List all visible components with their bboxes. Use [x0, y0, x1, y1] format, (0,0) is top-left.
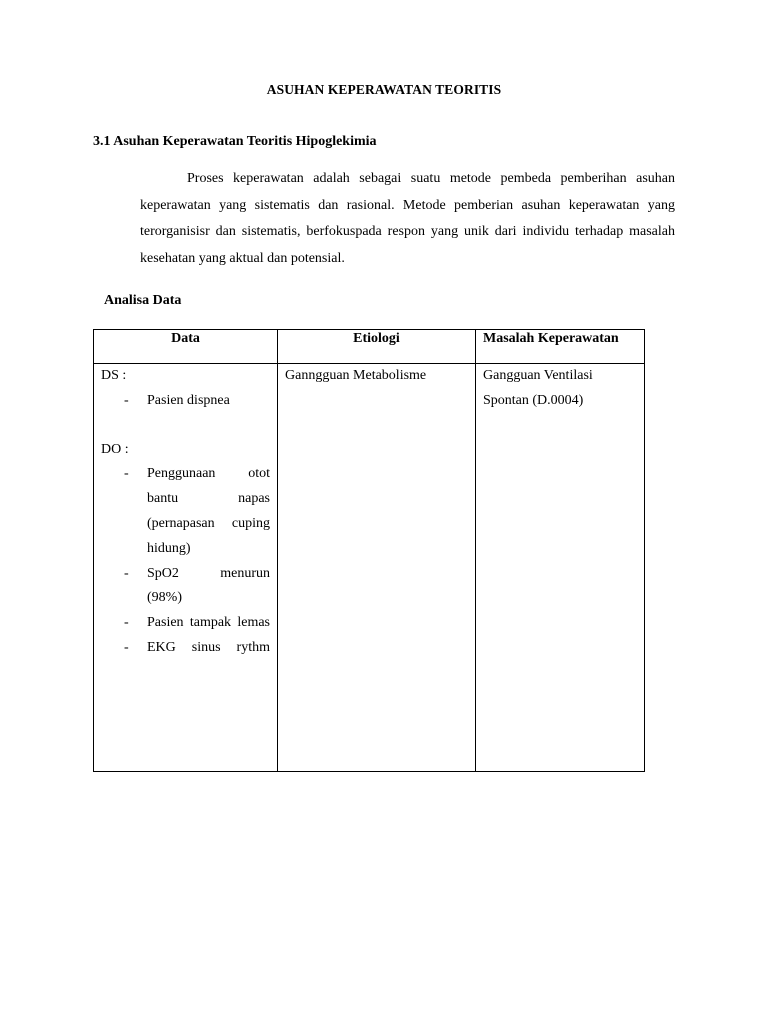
cell-masalah	[476, 364, 645, 772]
do-item-text: - Penggunaan otot bantu napas (pernapasan cuping hidung)	[147, 466, 270, 556]
list-item	[101, 611, 270, 636]
header-data: Data	[94, 330, 278, 364]
do-label: DO :	[101, 441, 129, 457]
table-row	[94, 364, 645, 772]
masalah-line-2: Spontan (D.0004)	[483, 392, 584, 408]
list-item	[101, 462, 270, 561]
spacer	[101, 414, 270, 438]
do-list	[101, 462, 270, 660]
cell-data	[94, 364, 278, 772]
header-masalah: Masalah Keperawatan	[476, 330, 645, 364]
list-item	[101, 562, 270, 612]
list-item	[101, 389, 270, 414]
section-heading: 3.1 Asuhan Keperawatan Teoritis Hipoglekimia	[93, 134, 377, 149]
header-etiologi: Etiologi	[278, 330, 476, 364]
etiologi-text: Ganngguan Metabolisme	[285, 368, 427, 383]
document-title: ASUHAN KEPERAWATAN TEORITIS	[266, 82, 502, 97]
ds-label: DS :	[101, 368, 127, 383]
do-item-text: - SpO2 menurun (98%)	[147, 565, 270, 606]
analysis-heading: Analisa Data	[104, 293, 182, 308]
analysis-table	[93, 329, 645, 772]
list-item	[101, 636, 270, 661]
do-item-text: - EKG sinus rythm	[147, 639, 270, 655]
cell-etiologi	[278, 364, 476, 772]
masalah-line-1: Gangguan Ventilasi	[483, 368, 593, 383]
ds-item-text: - Pasien dispnea	[147, 392, 230, 408]
ds-list	[101, 389, 270, 414]
table-header-row	[94, 330, 645, 364]
intro-paragraph: Proses keperawatan adalah sebagai suatu metode pembeda pemberihan asuhan keperawatan yang sistematis dan rasional. Metode pemberian asuhan keperawatan yang terorganisisr dan sistematis, berfokuspada respon yang unik dari individu terhadap masalah kesehatan yang aktual dan potensial.	[140, 171, 675, 266]
do-item-text: - Pasien tampak lemas	[147, 615, 270, 631]
